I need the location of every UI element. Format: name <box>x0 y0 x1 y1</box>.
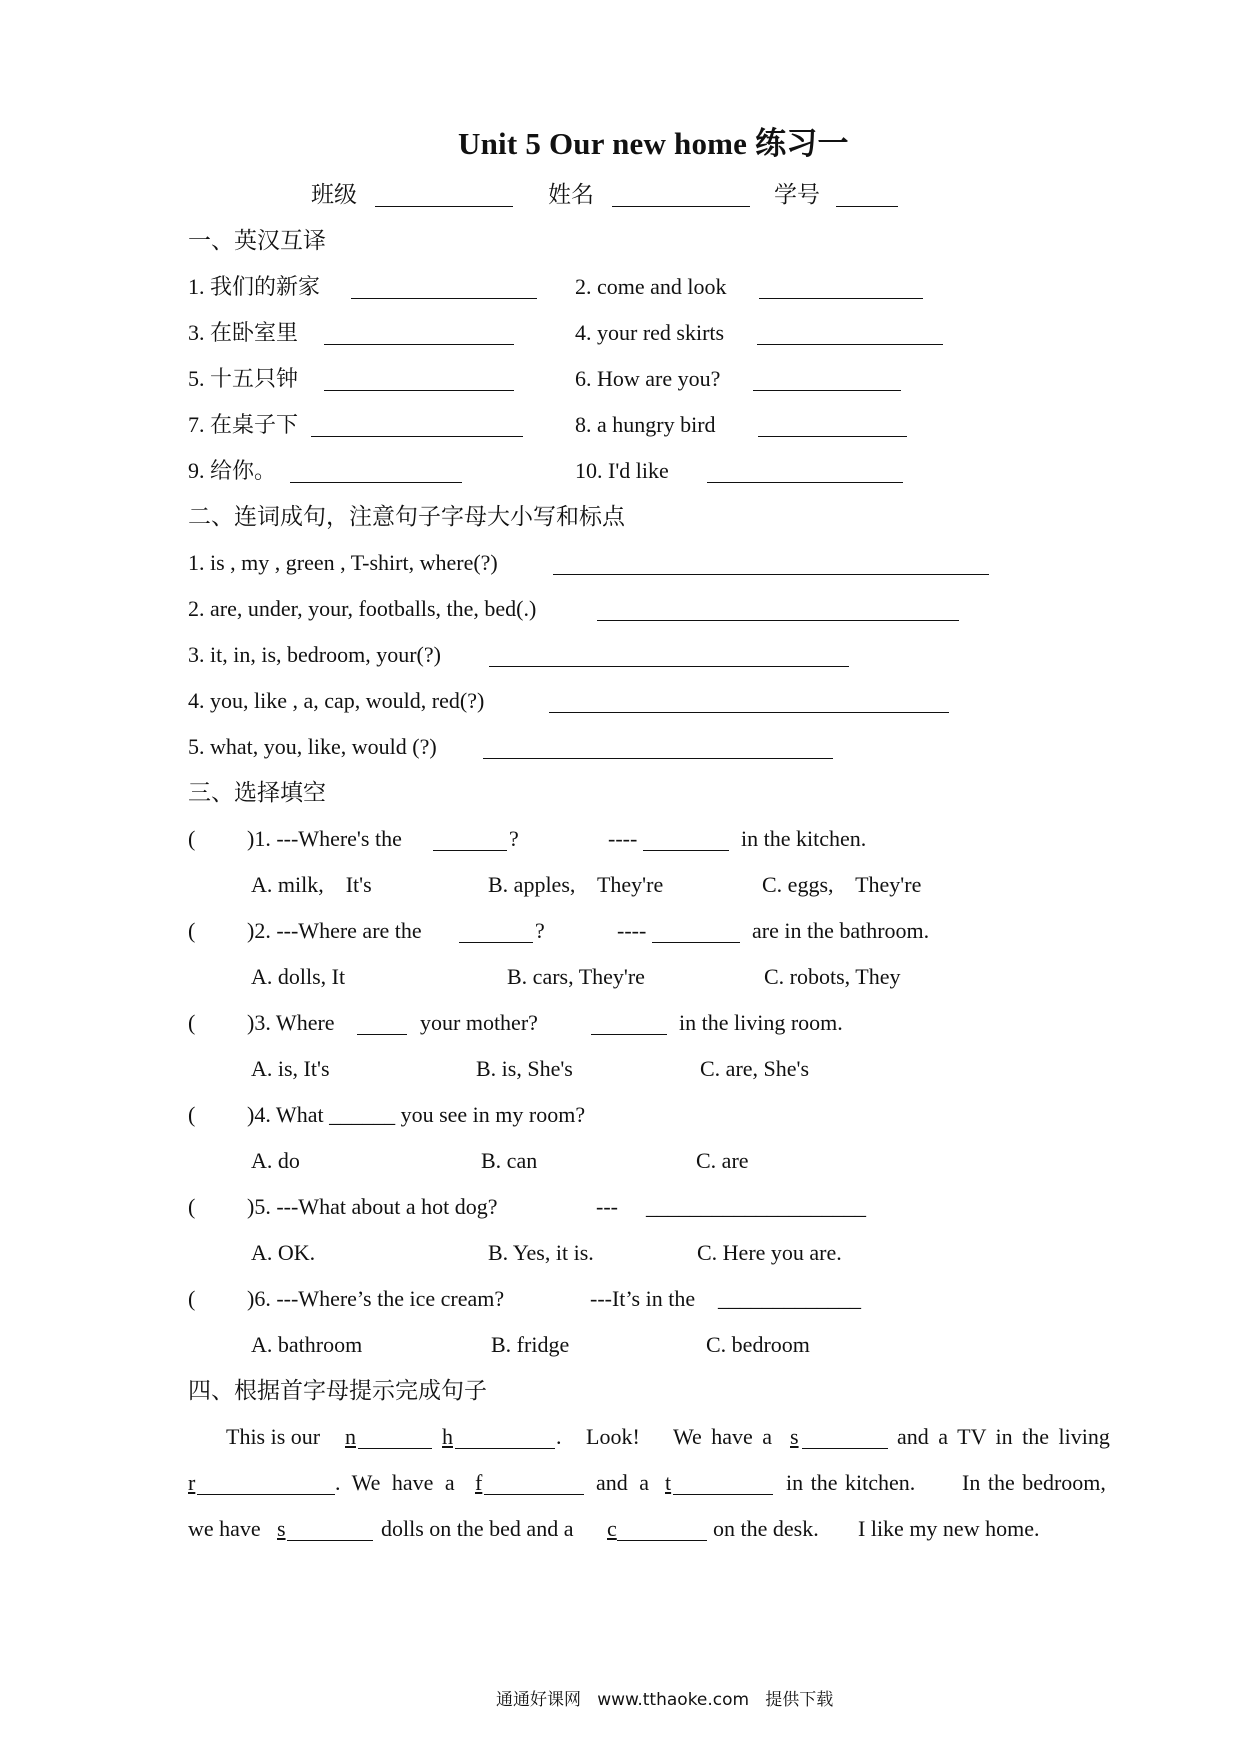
q6-stem: )6. ---Where’s the ice cream? <box>247 1286 505 1311</box>
q3-option-b: B. is, She's <box>476 1056 573 1081</box>
s4-l1-period: . <box>556 1424 562 1449</box>
s1-answer-10[interactable] <box>707 460 903 483</box>
q1-option-a: A. milk, It's <box>251 872 372 897</box>
q2-tail: are in the bathroom. <box>752 918 930 943</box>
q3-answer-box[interactable] <box>205 1014 245 1036</box>
s1-item-10: 10. I'd like <box>575 458 669 483</box>
s4-l3-text-2: dolls on the bed and a <box>381 1516 574 1541</box>
s4-l2-hint-r: r <box>188 1470 196 1495</box>
section3-heading: 三、选择填空 <box>188 780 326 805</box>
s4-blank-f[interactable] <box>484 1472 584 1495</box>
s4-l3-text-3: on the desk. <box>713 1516 819 1541</box>
name-label: 姓名 <box>548 182 594 207</box>
q1-dash: ---- <box>608 826 638 851</box>
s1-answer-9[interactable] <box>290 460 462 483</box>
s1-item-2: 2. come and look <box>575 274 727 299</box>
s2-item-3: 3. it, in, is, bedroom, your(?) <box>188 642 441 667</box>
q5-option-a: A. OK. <box>251 1240 316 1265</box>
q6-answer-box[interactable] <box>205 1290 245 1312</box>
s4-blank-s1[interactable] <box>802 1426 888 1449</box>
q3-open-paren: ( <box>188 1010 196 1035</box>
q2-blank-b[interactable] <box>652 920 740 943</box>
q2-answer-box[interactable] <box>205 922 245 944</box>
q4-stem: )4. What ______ you see in my room? <box>247 1102 586 1127</box>
q1-option-c: C. eggs, They're <box>762 872 922 897</box>
class-label: 班级 <box>311 182 357 207</box>
s4-l3-hint-s: s <box>277 1516 286 1541</box>
s4-l3-hint-c: c <box>607 1516 617 1541</box>
s1-item-1: 1. 我们的新家 <box>188 274 321 299</box>
s4-blank-s2[interactable] <box>287 1518 373 1541</box>
q4-option-a: A. do <box>251 1148 300 1173</box>
s1-answer-4[interactable] <box>757 322 943 345</box>
q6-open-paren: ( <box>188 1286 196 1311</box>
s2-item-2: 2. are, under, your, footballs, the, bed(.) <box>188 596 537 621</box>
s2-item-5: 5. what, you, like, would (?) <box>188 734 437 759</box>
q2-mid: ? <box>535 918 545 943</box>
q6-option-a: A. bathroom <box>251 1332 363 1357</box>
s1-item-5: 5. 十五只钟 <box>188 366 299 391</box>
s4-l2-text-2: and a <box>596 1470 650 1495</box>
q5-blank[interactable]: ____________________ <box>646 1194 866 1219</box>
q6-blank[interactable]: _____________ <box>718 1286 861 1311</box>
section2-heading: 二、连词成句，注意句子字母大小写和标点 <box>188 504 625 529</box>
q2-stem: )2. ---Where are the <box>247 918 422 943</box>
s1-answer-6[interactable] <box>753 368 901 391</box>
s1-item-7: 7. 在桌子下 <box>188 412 299 437</box>
q1-answer-box[interactable] <box>205 830 245 852</box>
s4-blank-n[interactable] <box>358 1426 432 1449</box>
q4-answer-box[interactable] <box>205 1106 245 1128</box>
s4-l3-text-1: we have <box>188 1516 261 1541</box>
q3-mid: your mother? <box>420 1010 538 1035</box>
footer-credit: 通通好课网 www.tthaoke.com 提供下载 <box>496 1690 834 1710</box>
s4-l3-text-4: I like my new home. <box>858 1516 1040 1541</box>
name-blank[interactable] <box>612 184 750 207</box>
s1-answer-1[interactable] <box>351 276 537 299</box>
s4-blank-h[interactable] <box>455 1426 555 1449</box>
q5-dash: --- <box>596 1194 618 1219</box>
q6-option-b: B. fridge <box>491 1332 570 1357</box>
q2-dash: ---- <box>617 918 647 943</box>
s2-answer-5[interactable] <box>483 736 833 759</box>
s4-l1-hint-h: h <box>442 1424 453 1449</box>
q2-blank-a[interactable] <box>459 920 533 943</box>
q3-option-c: C. are, She's <box>700 1056 810 1081</box>
class-blank[interactable] <box>375 184 513 207</box>
s4-l1-text-3: and a TV in the living <box>897 1424 1110 1449</box>
s4-l1-text-2: We have a <box>673 1424 773 1449</box>
s4-blank-c[interactable] <box>617 1518 707 1541</box>
q6-option-c: C. bedroom <box>706 1332 810 1357</box>
page-title: Unit 5 Our new home 练习一 <box>458 126 849 161</box>
q1-stem: )1. ---Where's the <box>247 826 402 851</box>
q1-option-b: B. apples, They're <box>488 872 664 897</box>
q3-blank-a[interactable] <box>357 1012 407 1035</box>
q5-option-b: B. Yes, it is. <box>488 1240 594 1265</box>
s2-item-1: 1. is , my , green , T-shirt, where(?) <box>188 550 498 575</box>
s2-answer-3[interactable] <box>489 644 849 667</box>
number-label: 学号 <box>774 182 820 207</box>
s4-l1-text-1: This is our <box>226 1424 321 1449</box>
s1-item-4: 4. your red skirts <box>575 320 725 345</box>
s4-l2-hint-f: f <box>475 1470 483 1495</box>
s2-answer-2[interactable] <box>597 598 959 621</box>
s4-blank-r[interactable] <box>197 1472 335 1495</box>
s4-l2-text-1: . We have a <box>335 1470 455 1495</box>
q3-option-a: A. is, It's <box>251 1056 330 1081</box>
s1-answer-5[interactable] <box>324 368 514 391</box>
q6-dash: ---It’s in the <box>590 1286 696 1311</box>
q1-open-paren: ( <box>188 826 196 851</box>
q2-open-paren: ( <box>188 918 196 943</box>
s4-l2-hint-t: t <box>665 1470 672 1495</box>
q2-option-c: C. robots, They <box>764 964 901 989</box>
s4-l1-look: Look! <box>586 1424 640 1449</box>
s2-answer-4[interactable] <box>549 690 949 713</box>
s1-answer-3[interactable] <box>324 322 514 345</box>
q1-blank-a[interactable] <box>433 828 507 851</box>
section1-heading: 一、英汉互译 <box>188 228 326 253</box>
q5-stem: )5. ---What about a hot dog? <box>247 1194 498 1219</box>
q2-option-a: A. dolls, It <box>251 964 346 989</box>
q4-option-b: B. can <box>481 1148 538 1173</box>
q5-open-paren: ( <box>188 1194 196 1219</box>
q4-open-paren: ( <box>188 1102 196 1127</box>
s4-l1-hint-n: n <box>345 1424 356 1449</box>
q2-option-b: B. cars, They're <box>507 964 645 989</box>
q5-option-c: C. Here you are. <box>697 1240 842 1265</box>
s1-item-9: 9. 给你。 <box>188 458 277 483</box>
s1-item-8: 8. a hungry bird <box>575 412 716 437</box>
q3-stem: )3. Where <box>247 1010 335 1035</box>
s1-answer-7[interactable] <box>311 414 523 437</box>
section4-heading: 四、根据首字母提示完成句子 <box>188 1378 487 1403</box>
s2-item-4: 4. you, like , a, cap, would, red(?) <box>188 688 485 713</box>
s4-l2-text-4: In the bedroom, <box>962 1470 1106 1495</box>
s4-l2-text-3: in the kitchen. <box>786 1470 916 1495</box>
s1-answer-2[interactable] <box>759 276 923 299</box>
s1-item-6: 6. How are you? <box>575 366 721 391</box>
s2-answer-1[interactable] <box>553 552 989 575</box>
s1-answer-8[interactable] <box>758 414 907 437</box>
s4-l1-hint-s: s <box>790 1424 799 1449</box>
q1-mid: ? <box>509 826 519 851</box>
s4-blank-t[interactable] <box>673 1472 773 1495</box>
q3-tail: in the living room. <box>679 1010 843 1035</box>
s1-item-3: 3. 在卧室里 <box>188 320 299 345</box>
q1-tail: in the kitchen. <box>741 826 867 851</box>
q1-blank-b[interactable] <box>643 828 729 851</box>
q5-answer-box[interactable] <box>205 1198 245 1220</box>
number-blank[interactable] <box>836 184 898 207</box>
q3-blank-b[interactable] <box>591 1012 667 1035</box>
q4-option-c: C. are <box>696 1148 749 1173</box>
